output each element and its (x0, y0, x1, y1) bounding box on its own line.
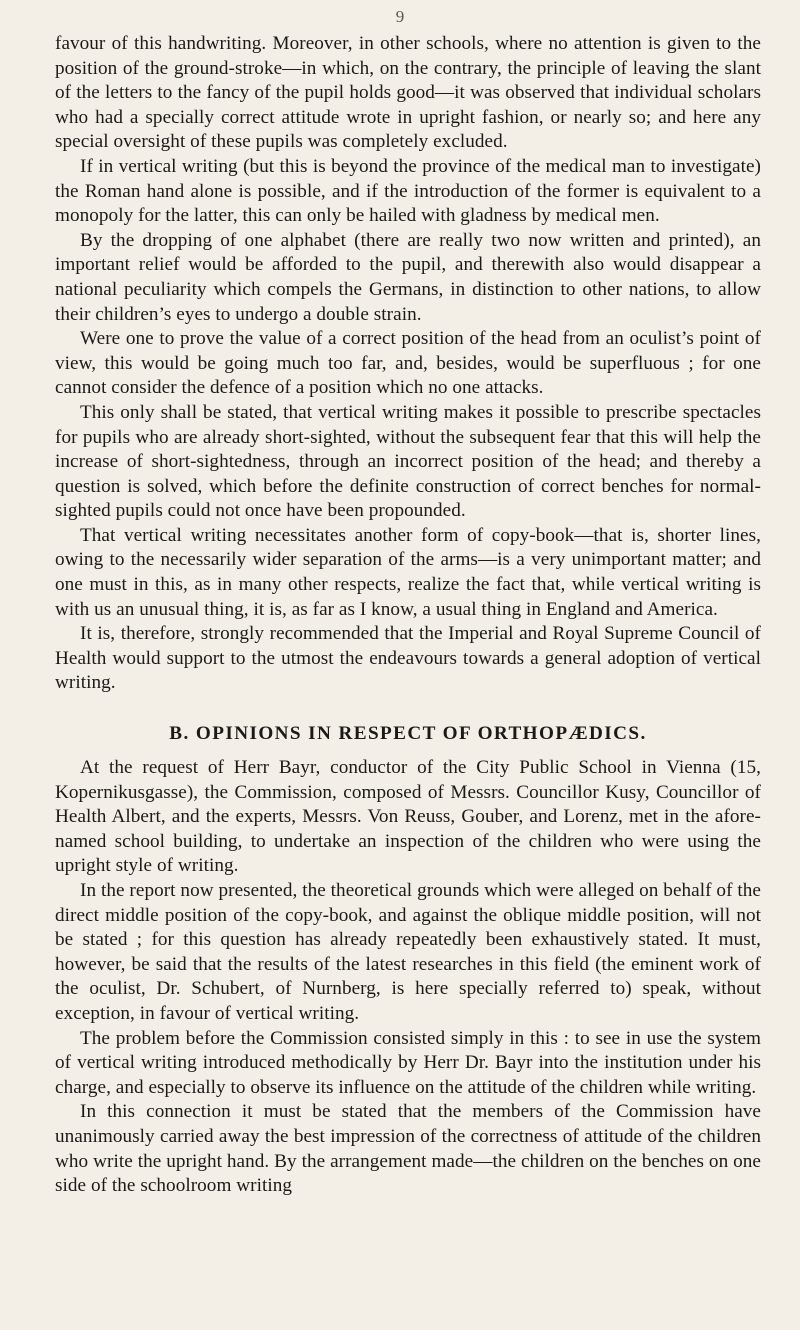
paragraph: At the request of Herr Bayr, conductor of the City Public School in Vienna (15, Kopernikusgasse), the Commission, composed of Messrs. Councillor Kusy, Councillor of Health Albert, and the experts, Messrs. Von Reuss, Gouber, and Lorenz, met in the afore-named school building, to undertake an inspection of the children who were using the upright style of writing. (55, 757, 761, 877)
paragraph: In this connection it must be stated that the members of the Commission have unanimously carried away the best impression of the correctness of attitude of the children who write the upright hand. By the arrangement made—the children on the benches on one side of the schoolroom writing (55, 1101, 761, 1197)
paragraph: If in vertical writing (but this is beyond the province of the medical man to investigate) the Roman hand alone is possible, and if the introduction of the former is equivalent to a monopoly for the latter, this can only be hailed with gladness by medical men. (55, 155, 761, 227)
page-body (55, 32, 761, 1199)
paragraph: The problem before the Commission consisted simply in this : to see in use the system of vertical writing introduced methodically by Herr Dr. Bayr into the institution under his charge, and especially to observe its influence on the attitude of the children while writing. (55, 1027, 761, 1098)
paragraph: It is, therefore, strongly recommended that the Imperial and Royal Supreme Council of Health would support to the utmost the endeavours towards a general adoption of vertical writing. (55, 623, 761, 694)
paragraph: That vertical writing necessitates another form of copy-book—that is, shorter lines, owing to the necessarily wider separation of the arms—is a very unimportant matter; and one must in this, as in many other respects, realize the fact that, while vertical writing is with us an unusual thing, it is, as far as I know, a usual thing in England and America. (55, 524, 761, 620)
paragraph: By the dropping of one alphabet (there are really two now written and printed), an important relief would be afforded to the pupil, and therewith also would disappear a national peculiarity which compels the Germans, in distinction to other nations, to allow their children’s eyes to undergo a double strain. (55, 229, 761, 325)
page-number: 9 (395, 7, 405, 26)
paragraph: Were one to prove the value of a correct position of the head from an oculist’s point of view, this would be going much too far, and, besides, would be superfluous ; for one cannot consider the defence of a position which no one attacks. (55, 328, 761, 399)
paragraph: This only shall be stated, that vertical writing makes it possible to prescribe spectacles for pupils who are already short-sighted, without the subsequent fear that this will help the increase of short-sightedness, through an incorrect position of the head; and thereby a question is solved, which before the definite construction of correct benches for normal-sighted pupils could not once have been propounded. (55, 401, 761, 522)
paragraph: In the report now presented, the theoretical grounds which were alleged on behalf of the direct middle position of the copy-book, and against the oblique middle position, will not be stated ; for this question has already repeatedly been exhaustively stated. It must, however, be said that the results of the latest researches in this field (the eminent work of the oculist, Dr. Schubert, of Nurnberg, is here specially referred to) speak, without exception, in favour of vertical writing. (55, 880, 761, 1024)
section-heading: B. OPINIONS IN RESPECT OF ORTHOPÆDICS. (169, 723, 647, 745)
paragraph: favour of this handwriting. Moreover, in other schools, where no attention is given to the position of the ground-stroke—in which, on the contrary, the principle of leaving the slant of the letters to the fancy of the pupil holds good—it was observed that individual scholars who had a specially correct attitude wrote in upright fashion, or nearly so; and here any special oversight of these pupils was completely excluded. (55, 33, 761, 153)
